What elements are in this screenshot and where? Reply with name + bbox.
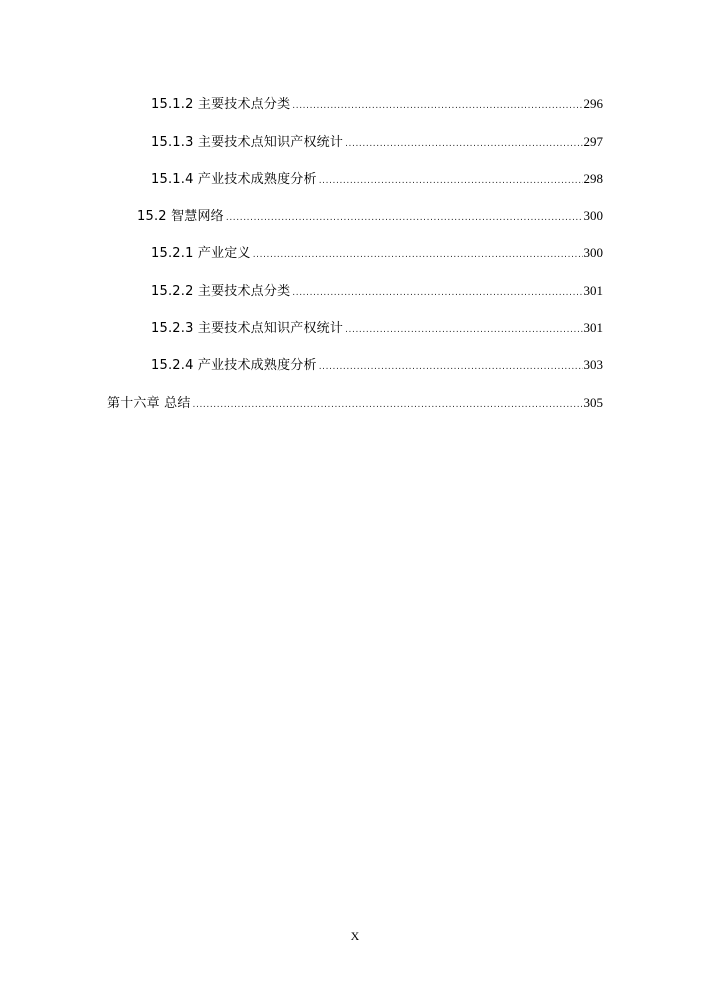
toc-entry-title: 15.1.2 主要技术点分类 — [151, 97, 291, 112]
toc-leader-dots — [226, 209, 583, 227]
toc-entry-chapter-16[interactable] — [107, 394, 603, 414]
toc-entry-page: 300 — [583, 208, 603, 223]
toc-entry-page: 297 — [583, 134, 603, 149]
toc-entry-page: 301 — [583, 320, 603, 335]
page-number: X — [350, 929, 360, 943]
toc-entry-page: 303 — [583, 357, 603, 372]
toc-leader-dots — [292, 97, 582, 115]
toc-entry-title: 15.2.4 产业技术成熟度分析 — [151, 358, 317, 373]
toc-entry-title: 15.1.4 产业技术成熟度分析 — [151, 172, 317, 187]
toc-entry-page: 305 — [583, 395, 603, 410]
toc-leader-dots — [345, 321, 582, 339]
toc-entry-15-2-3[interactable] — [151, 319, 603, 339]
toc-leader-dots — [253, 246, 583, 264]
toc-entry-title: 15.2 智慧网络 — [137, 209, 224, 224]
toc-entry-title: 15.2.3 主要技术点知识产权统计 — [151, 321, 344, 336]
toc-leader-dots — [292, 284, 582, 302]
toc-entry-title: 第十六章 总结 — [107, 396, 191, 411]
toc-entry-15-1-4[interactable] — [151, 170, 603, 190]
toc-entry-title: 15.2.2 主要技术点分类 — [151, 284, 291, 299]
toc-entry-15-2[interactable] — [137, 207, 603, 227]
toc-entry-15-1-3[interactable] — [151, 133, 603, 153]
toc-leader-dots — [319, 172, 583, 190]
toc-leader-dots — [193, 396, 583, 414]
toc-entry-15-1-2[interactable] — [151, 95, 603, 115]
toc-entry-page: 298 — [583, 171, 603, 186]
toc-leader-dots — [345, 135, 582, 153]
toc-entry-15-2-2[interactable] — [151, 282, 603, 302]
toc-entry-page: 301 — [583, 283, 603, 298]
toc-entry-page: 296 — [583, 96, 603, 111]
toc-leader-dots — [319, 358, 583, 376]
toc-entry-15-2-4[interactable] — [151, 356, 603, 376]
toc-entry-page: 300 — [583, 245, 603, 260]
toc-entry-title: 15.2.1 产业定义 — [151, 246, 251, 261]
toc-entry-15-2-1[interactable] — [151, 244, 603, 264]
toc-entry-title: 15.1.3 主要技术点知识产权统计 — [151, 135, 344, 150]
